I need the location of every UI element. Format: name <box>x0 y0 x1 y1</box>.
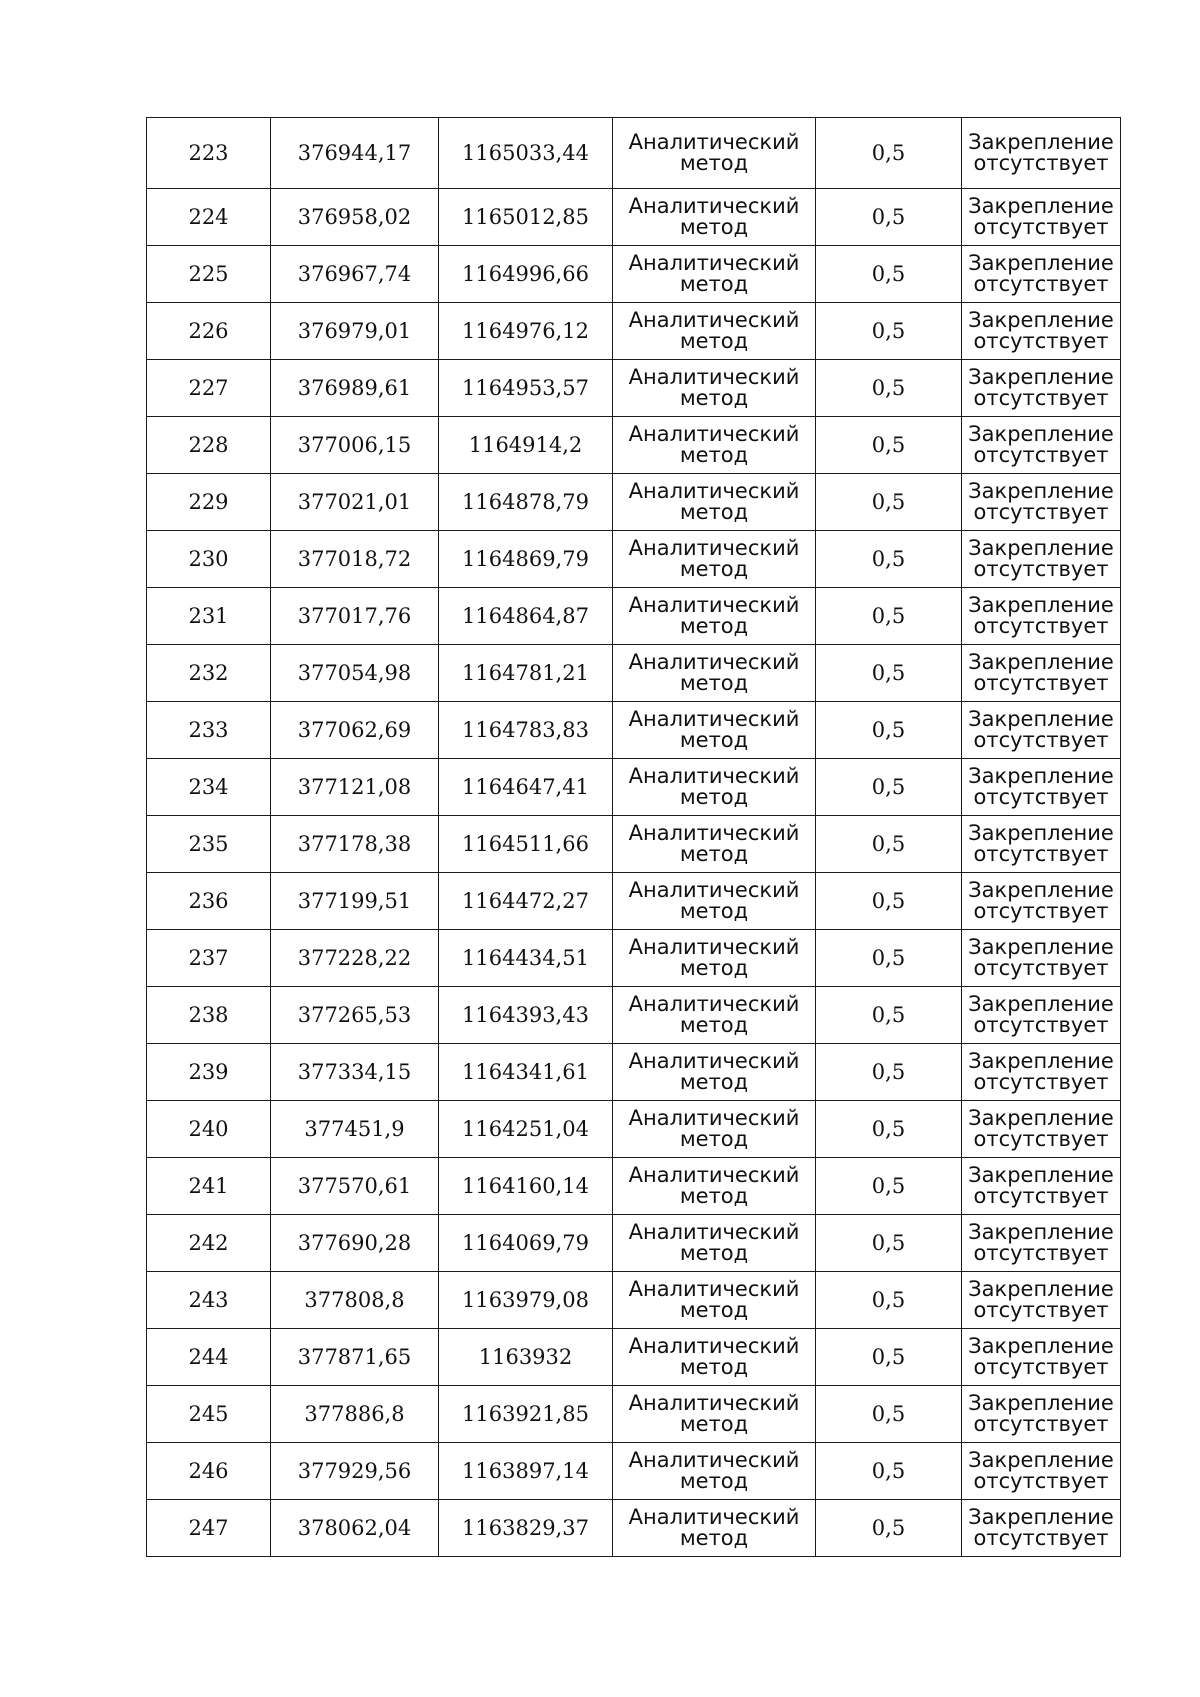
point-number-cell: 223 <box>147 118 271 189</box>
x-coordinate-cell: 377265,53 <box>271 987 439 1044</box>
accuracy-cell: 0,5 <box>816 1386 962 1443</box>
method-cell <box>613 474 816 531</box>
method-line-2: метод <box>679 1127 749 1151</box>
fixation-line-1: Закрепление <box>968 1505 1114 1529</box>
accuracy-cell: 0,5 <box>816 645 962 702</box>
fixation-cell <box>962 987 1121 1044</box>
method-line-2: метод <box>679 1526 749 1550</box>
point-number-cell: 233 <box>147 702 271 759</box>
method-line-1: Аналитический <box>628 1334 800 1358</box>
method-cell <box>613 118 816 189</box>
method-line-2: метод <box>679 728 749 752</box>
method-line-2: метод <box>679 899 749 923</box>
fixation-line-2: отсутствует <box>973 272 1109 296</box>
fixation-line-1: Закрепление <box>968 130 1114 154</box>
table-row <box>147 360 1121 417</box>
accuracy-cell: 0,5 <box>816 702 962 759</box>
x-coordinate-cell: 377178,38 <box>271 816 439 873</box>
y-coordinate-cell: 1164996,66 <box>439 246 613 303</box>
method-line-1: Аналитический <box>628 1049 800 1073</box>
fixation-line-1: Закрепление <box>968 764 1114 788</box>
accuracy-cell: 0,5 <box>816 417 962 474</box>
method-line-1: Аналитический <box>628 821 800 845</box>
fixation-line-1: Закрепление <box>968 365 1114 389</box>
accuracy-cell: 0,5 <box>816 930 962 987</box>
method-cell <box>613 1386 816 1443</box>
method-cell <box>613 873 816 930</box>
fixation-line-2: отсутствует <box>973 956 1109 980</box>
point-number-cell: 235 <box>147 816 271 873</box>
x-coordinate-cell: 377871,65 <box>271 1329 439 1386</box>
method-line-1: Аналитический <box>628 536 800 560</box>
point-number-cell: 227 <box>147 360 271 417</box>
accuracy-cell: 0,5 <box>816 474 962 531</box>
method-line-2: метод <box>679 842 749 866</box>
accuracy-cell: 0,5 <box>816 118 962 189</box>
method-line-2: метод <box>679 1013 749 1037</box>
table-row <box>147 1158 1121 1215</box>
fixation-line-2: отсутствует <box>973 1241 1109 1265</box>
x-coordinate-cell: 377054,98 <box>271 645 439 702</box>
method-line-1: Аналитический <box>628 1391 800 1415</box>
x-coordinate-cell: 377929,56 <box>271 1443 439 1500</box>
table-row <box>147 474 1121 531</box>
fixation-cell <box>962 930 1121 987</box>
accuracy-cell: 0,5 <box>816 189 962 246</box>
table-row <box>147 1443 1121 1500</box>
method-line-2: метод <box>679 215 749 239</box>
method-cell <box>613 1272 816 1329</box>
method-line-2: метод <box>679 500 749 524</box>
method-line-2: метод <box>679 1469 749 1493</box>
y-coordinate-cell: 1164878,79 <box>439 474 613 531</box>
x-coordinate-cell: 377228,22 <box>271 930 439 987</box>
coordinates-table <box>146 117 1121 1557</box>
fixation-cell <box>962 1443 1121 1500</box>
table-row <box>147 873 1121 930</box>
fixation-cell <box>962 588 1121 645</box>
fixation-cell <box>962 816 1121 873</box>
fixation-cell <box>962 1386 1121 1443</box>
table-row <box>147 1500 1121 1557</box>
accuracy-cell: 0,5 <box>816 531 962 588</box>
table-row <box>147 531 1121 588</box>
method-cell <box>613 1329 816 1386</box>
fixation-cell <box>962 303 1121 360</box>
fixation-line-2: отсутствует <box>973 1298 1109 1322</box>
method-cell <box>613 588 816 645</box>
fixation-cell <box>962 1044 1121 1101</box>
accuracy-cell: 0,5 <box>816 873 962 930</box>
accuracy-cell: 0,5 <box>816 1272 962 1329</box>
table-row <box>147 645 1121 702</box>
point-number-cell: 245 <box>147 1386 271 1443</box>
x-coordinate-cell: 377451,9 <box>271 1101 439 1158</box>
point-number-cell: 242 <box>147 1215 271 1272</box>
fixation-line-1: Закрепление <box>968 1220 1114 1244</box>
point-number-cell: 229 <box>147 474 271 531</box>
method-line-1: Аналитический <box>628 422 800 446</box>
fixation-cell <box>962 531 1121 588</box>
method-line-2: метод <box>679 614 749 638</box>
table-row <box>147 118 1121 189</box>
y-coordinate-cell: 1164647,41 <box>439 759 613 816</box>
fixation-line-2: отсутствует <box>973 329 1109 353</box>
x-coordinate-cell: 377062,69 <box>271 702 439 759</box>
fixation-line-1: Закрепление <box>968 194 1114 218</box>
fixation-line-1: Закрепление <box>968 479 1114 503</box>
y-coordinate-cell: 1165012,85 <box>439 189 613 246</box>
fixation-line-2: отсутствует <box>973 215 1109 239</box>
method-line-1: Аналитический <box>628 1448 800 1472</box>
x-coordinate-cell: 377018,72 <box>271 531 439 588</box>
method-line-1: Аналитический <box>628 707 800 731</box>
method-cell <box>613 702 816 759</box>
y-coordinate-cell: 1164914,2 <box>439 417 613 474</box>
table-row <box>147 816 1121 873</box>
method-line-1: Аналитический <box>628 1163 800 1187</box>
x-coordinate-cell: 376979,01 <box>271 303 439 360</box>
method-line-2: метод <box>679 443 749 467</box>
y-coordinate-cell: 1164781,21 <box>439 645 613 702</box>
table-row <box>147 1386 1121 1443</box>
fixation-cell <box>962 702 1121 759</box>
fixation-line-1: Закрепление <box>968 1391 1114 1415</box>
method-line-2: метод <box>679 956 749 980</box>
point-number-cell: 224 <box>147 189 271 246</box>
y-coordinate-cell: 1164251,04 <box>439 1101 613 1158</box>
method-line-2: метод <box>679 1070 749 1094</box>
fixation-line-2: отсутствует <box>973 1469 1109 1493</box>
fixation-line-1: Закрепление <box>968 935 1114 959</box>
fixation-line-2: отсутствует <box>973 1070 1109 1094</box>
method-line-2: метод <box>679 1241 749 1265</box>
fixation-line-1: Закрепление <box>968 422 1114 446</box>
table-row <box>147 930 1121 987</box>
method-line-1: Аналитический <box>628 650 800 674</box>
point-number-cell: 241 <box>147 1158 271 1215</box>
table-row <box>147 246 1121 303</box>
y-coordinate-cell: 1164511,66 <box>439 816 613 873</box>
method-cell <box>613 759 816 816</box>
table-row <box>147 987 1121 1044</box>
table-row <box>147 1329 1121 1386</box>
y-coordinate-cell: 1164472,27 <box>439 873 613 930</box>
fixation-line-2: отсутствует <box>973 443 1109 467</box>
method-line-2: метод <box>679 386 749 410</box>
accuracy-cell: 0,5 <box>816 1044 962 1101</box>
x-coordinate-cell: 376958,02 <box>271 189 439 246</box>
method-cell <box>613 303 816 360</box>
fixation-line-1: Закрепление <box>968 650 1114 674</box>
fixation-line-1: Закрепление <box>968 593 1114 617</box>
method-line-1: Аналитический <box>628 251 800 275</box>
table-row <box>147 1272 1121 1329</box>
accuracy-cell: 0,5 <box>816 303 962 360</box>
table-row <box>147 702 1121 759</box>
point-number-cell: 228 <box>147 417 271 474</box>
fixation-line-2: отсутствует <box>973 1127 1109 1151</box>
fixation-line-2: отсутствует <box>973 899 1109 923</box>
x-coordinate-cell: 377808,8 <box>271 1272 439 1329</box>
accuracy-cell: 0,5 <box>816 1215 962 1272</box>
point-number-cell: 237 <box>147 930 271 987</box>
fixation-line-2: отсутствует <box>973 671 1109 695</box>
point-number-cell: 236 <box>147 873 271 930</box>
fixation-line-2: отсутствует <box>973 728 1109 752</box>
x-coordinate-cell: 377886,8 <box>271 1386 439 1443</box>
method-line-1: Аналитический <box>628 764 800 788</box>
table-row <box>147 1101 1121 1158</box>
fixation-cell <box>962 1215 1121 1272</box>
accuracy-cell: 0,5 <box>816 246 962 303</box>
method-line-1: Аналитический <box>628 935 800 959</box>
method-line-1: Аналитический <box>628 1277 800 1301</box>
method-cell <box>613 417 816 474</box>
fixation-line-1: Закрепление <box>968 878 1114 902</box>
method-line-2: метод <box>679 1184 749 1208</box>
method-line-1: Аналитический <box>628 130 800 154</box>
method-cell <box>613 645 816 702</box>
fixation-cell <box>962 873 1121 930</box>
fixation-line-1: Закрепление <box>968 1106 1114 1130</box>
fixation-cell <box>962 118 1121 189</box>
fixation-line-2: отсутствует <box>973 151 1109 175</box>
point-number-cell: 231 <box>147 588 271 645</box>
method-cell <box>613 1215 816 1272</box>
method-line-1: Аналитический <box>628 308 800 332</box>
fixation-line-1: Закрепление <box>968 821 1114 845</box>
method-line-1: Аналитический <box>628 878 800 902</box>
method-line-2: метод <box>679 1355 749 1379</box>
y-coordinate-cell: 1163921,85 <box>439 1386 613 1443</box>
method-line-2: метод <box>679 151 749 175</box>
coordinates-table-body <box>147 118 1121 1557</box>
x-coordinate-cell: 376944,17 <box>271 118 439 189</box>
fixation-cell <box>962 246 1121 303</box>
method-line-1: Аналитический <box>628 479 800 503</box>
x-coordinate-cell: 376967,74 <box>271 246 439 303</box>
table-row <box>147 588 1121 645</box>
point-number-cell: 226 <box>147 303 271 360</box>
method-line-2: метод <box>679 557 749 581</box>
method-line-1: Аналитический <box>628 593 800 617</box>
y-coordinate-cell: 1164864,87 <box>439 588 613 645</box>
accuracy-cell: 0,5 <box>816 1443 962 1500</box>
x-coordinate-cell: 376989,61 <box>271 360 439 417</box>
y-coordinate-cell: 1164393,43 <box>439 987 613 1044</box>
method-cell <box>613 930 816 987</box>
table-row <box>147 1215 1121 1272</box>
fixation-line-1: Закрепление <box>968 1049 1114 1073</box>
x-coordinate-cell: 377121,08 <box>271 759 439 816</box>
accuracy-cell: 0,5 <box>816 360 962 417</box>
method-line-1: Аналитический <box>628 992 800 1016</box>
method-line-2: метод <box>679 1412 749 1436</box>
point-number-cell: 243 <box>147 1272 271 1329</box>
method-cell <box>613 1443 816 1500</box>
fixation-cell <box>962 189 1121 246</box>
fixation-cell <box>962 1500 1121 1557</box>
method-line-2: метод <box>679 329 749 353</box>
x-coordinate-cell: 377690,28 <box>271 1215 439 1272</box>
y-coordinate-cell: 1164069,79 <box>439 1215 613 1272</box>
fixation-line-2: отсутствует <box>973 557 1109 581</box>
method-cell <box>613 987 816 1044</box>
accuracy-cell: 0,5 <box>816 1158 962 1215</box>
fixation-line-1: Закрепление <box>968 1163 1114 1187</box>
table-row <box>147 417 1121 474</box>
fixation-line-1: Закрепление <box>968 1334 1114 1358</box>
x-coordinate-cell: 377006,15 <box>271 417 439 474</box>
fixation-line-1: Закрепление <box>968 308 1114 332</box>
fixation-cell <box>962 1329 1121 1386</box>
y-coordinate-cell: 1164160,14 <box>439 1158 613 1215</box>
point-number-cell: 247 <box>147 1500 271 1557</box>
point-number-cell: 240 <box>147 1101 271 1158</box>
y-coordinate-cell: 1165033,44 <box>439 118 613 189</box>
x-coordinate-cell: 378062,04 <box>271 1500 439 1557</box>
x-coordinate-cell: 377017,76 <box>271 588 439 645</box>
method-line-2: метод <box>679 785 749 809</box>
fixation-cell <box>962 417 1121 474</box>
fixation-cell <box>962 759 1121 816</box>
fixation-line-2: отсутствует <box>973 1184 1109 1208</box>
fixation-line-1: Закрепление <box>968 1448 1114 1472</box>
accuracy-cell: 0,5 <box>816 1329 962 1386</box>
fixation-line-2: отсутствует <box>973 386 1109 410</box>
method-cell <box>613 531 816 588</box>
point-number-cell: 225 <box>147 246 271 303</box>
fixation-line-2: отсутствует <box>973 842 1109 866</box>
fixation-line-2: отсутствует <box>973 500 1109 524</box>
fixation-cell <box>962 360 1121 417</box>
y-coordinate-cell: 1163979,08 <box>439 1272 613 1329</box>
fixation-line-1: Закрепление <box>968 536 1114 560</box>
y-coordinate-cell: 1164434,51 <box>439 930 613 987</box>
method-cell <box>613 360 816 417</box>
x-coordinate-cell: 377199,51 <box>271 873 439 930</box>
table-row <box>147 189 1121 246</box>
y-coordinate-cell: 1164869,79 <box>439 531 613 588</box>
fixation-cell <box>962 1101 1121 1158</box>
method-cell <box>613 1158 816 1215</box>
y-coordinate-cell: 1164953,57 <box>439 360 613 417</box>
fixation-line-2: отсутствует <box>973 1013 1109 1037</box>
x-coordinate-cell: 377570,61 <box>271 1158 439 1215</box>
method-line-1: Аналитический <box>628 194 800 218</box>
method-line-2: метод <box>679 1298 749 1322</box>
y-coordinate-cell: 1163932 <box>439 1329 613 1386</box>
fixation-line-2: отсутствует <box>973 785 1109 809</box>
fixation-line-1: Закрепление <box>968 707 1114 731</box>
x-coordinate-cell: 377334,15 <box>271 1044 439 1101</box>
table-row <box>147 1044 1121 1101</box>
point-number-cell: 230 <box>147 531 271 588</box>
accuracy-cell: 0,5 <box>816 816 962 873</box>
fixation-cell <box>962 1272 1121 1329</box>
method-line-2: метод <box>679 272 749 296</box>
accuracy-cell: 0,5 <box>816 1101 962 1158</box>
method-line-1: Аналитический <box>628 1505 800 1529</box>
method-line-1: Аналитический <box>628 1106 800 1130</box>
method-line-1: Аналитический <box>628 1220 800 1244</box>
fixation-line-1: Закрепление <box>968 992 1114 1016</box>
point-number-cell: 244 <box>147 1329 271 1386</box>
accuracy-cell: 0,5 <box>816 987 962 1044</box>
accuracy-cell: 0,5 <box>816 1500 962 1557</box>
method-cell <box>613 246 816 303</box>
fixation-cell <box>962 474 1121 531</box>
fixation-line-1: Закрепление <box>968 1277 1114 1301</box>
method-cell <box>613 816 816 873</box>
x-coordinate-cell: 377021,01 <box>271 474 439 531</box>
point-number-cell: 239 <box>147 1044 271 1101</box>
table-row <box>147 759 1121 816</box>
accuracy-cell: 0,5 <box>816 759 962 816</box>
point-number-cell: 232 <box>147 645 271 702</box>
y-coordinate-cell: 1164976,12 <box>439 303 613 360</box>
y-coordinate-cell: 1164783,83 <box>439 702 613 759</box>
method-cell <box>613 189 816 246</box>
fixation-line-2: отсутствует <box>973 614 1109 638</box>
accuracy-cell: 0,5 <box>816 588 962 645</box>
table-row <box>147 303 1121 360</box>
fixation-line-2: отсутствует <box>973 1355 1109 1379</box>
method-cell <box>613 1101 816 1158</box>
point-number-cell: 246 <box>147 1443 271 1500</box>
fixation-cell <box>962 1158 1121 1215</box>
point-number-cell: 234 <box>147 759 271 816</box>
fixation-line-1: Закрепление <box>968 251 1114 275</box>
method-cell <box>613 1044 816 1101</box>
method-line-2: метод <box>679 671 749 695</box>
method-cell <box>613 1500 816 1557</box>
y-coordinate-cell: 1163897,14 <box>439 1443 613 1500</box>
point-number-cell: 238 <box>147 987 271 1044</box>
y-coordinate-cell: 1164341,61 <box>439 1044 613 1101</box>
fixation-line-2: отсутствует <box>973 1412 1109 1436</box>
fixation-line-2: отсутствует <box>973 1526 1109 1550</box>
method-line-1: Аналитический <box>628 365 800 389</box>
y-coordinate-cell: 1163829,37 <box>439 1500 613 1557</box>
fixation-cell <box>962 645 1121 702</box>
